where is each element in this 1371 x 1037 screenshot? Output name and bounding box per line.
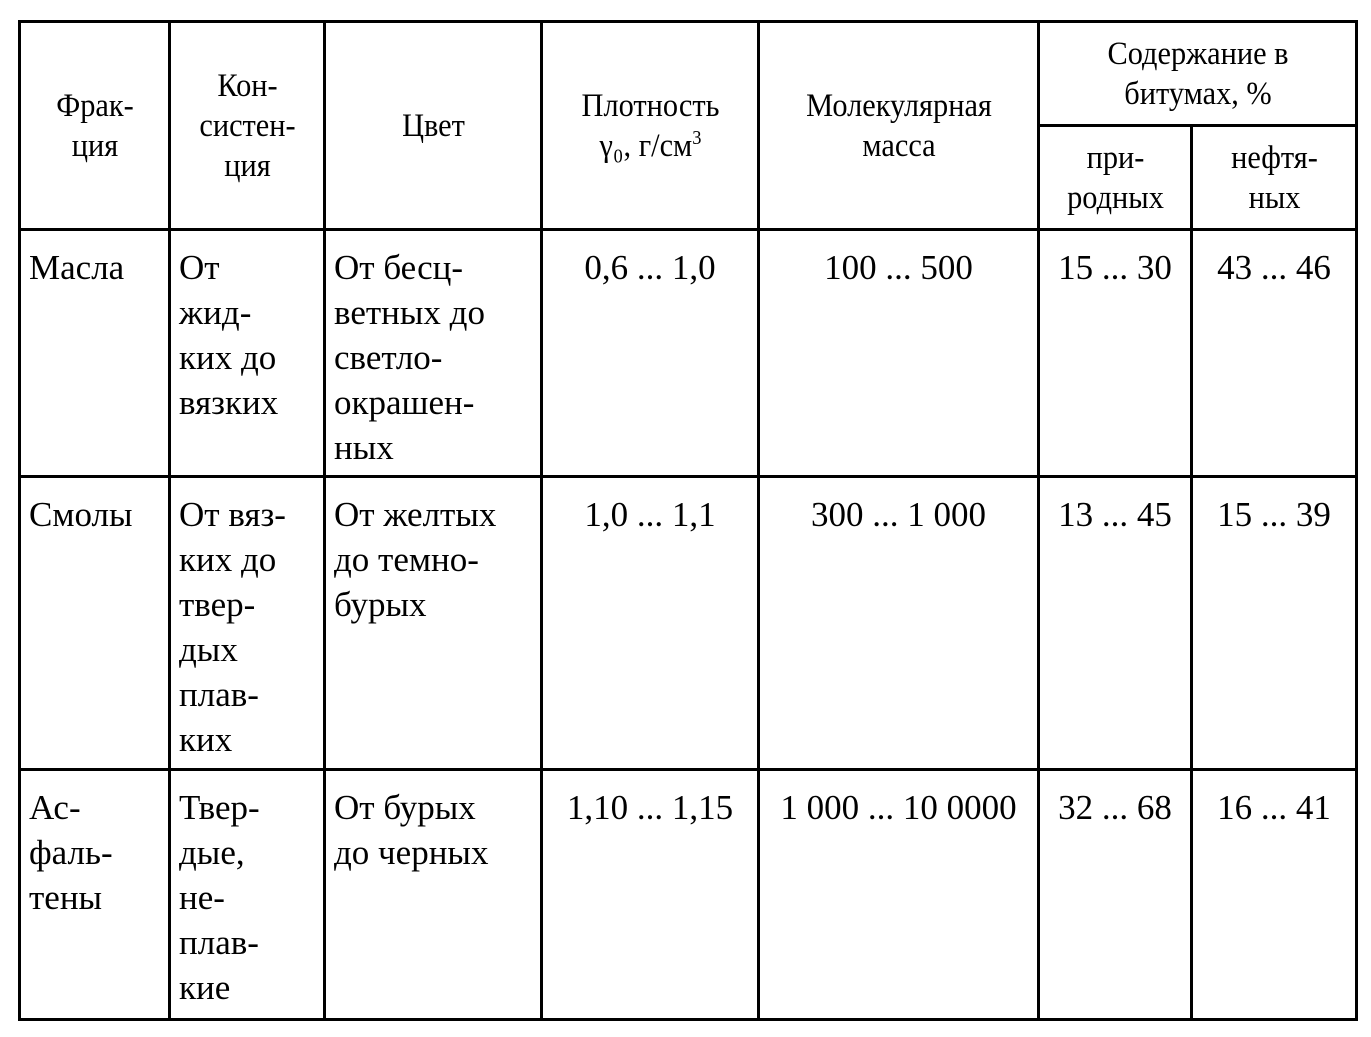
cell-color: От бурых до черных bbox=[325, 770, 542, 1020]
table-row bbox=[20, 770, 1357, 1020]
cell-petroleum: 16 ... 41 bbox=[1192, 770, 1357, 1020]
cell-molar-mass: 100 ... 500 bbox=[759, 230, 1039, 477]
header-fraction: Фрак- ция bbox=[26, 22, 164, 230]
cell-petroleum: 43 ... 46 bbox=[1192, 230, 1357, 477]
header-density-text: Плотность γ₀, г/см bbox=[581, 87, 719, 164]
cell-color: От бесц- ветных до светло- окрашен- ных bbox=[325, 230, 542, 477]
cell-color: От желтых до темно- бурых bbox=[325, 477, 542, 770]
header-content-group: Содержание в битумах, % bbox=[1051, 22, 1344, 126]
header-density-superscript: 3 bbox=[691, 126, 701, 149]
cell-fraction: Смолы bbox=[20, 477, 170, 770]
table-row bbox=[20, 230, 1357, 477]
table-row bbox=[20, 477, 1357, 770]
cell-natural: 13 ... 45 bbox=[1039, 477, 1192, 770]
header-consistency: Кон- систен- ция bbox=[176, 22, 319, 230]
cell-molar-mass: 300 ... 1 000 bbox=[759, 477, 1039, 770]
cell-fraction: Ас- фаль- тены bbox=[20, 770, 170, 1020]
header-molar-mass: Молекулярная масса bbox=[770, 22, 1028, 230]
cell-consistency: От вяз- ких до твер- дых плав- ких bbox=[170, 477, 325, 770]
header-content-natural: при- родных bbox=[1045, 126, 1186, 230]
cell-consistency: Твер- дые, не- плав- кие bbox=[170, 770, 325, 1020]
cell-petroleum: 15 ... 39 bbox=[1192, 477, 1357, 770]
cell-molar-mass: 1 000 ... 10 0000 bbox=[759, 770, 1039, 1020]
cell-consistency: От жид- ких до вязких bbox=[170, 230, 325, 477]
cell-density: 1,0 ... 1,1 bbox=[542, 477, 759, 770]
header-content-petroleum: нефтя- ных bbox=[1198, 126, 1350, 230]
bitumen-fractions-table bbox=[18, 20, 1358, 1021]
cell-fraction: Масла bbox=[20, 230, 170, 477]
cell-natural: 15 ... 30 bbox=[1039, 230, 1192, 477]
cell-natural: 32 ... 68 bbox=[1039, 770, 1192, 1020]
header-density bbox=[550, 22, 750, 230]
cell-density: 1,10 ... 1,15 bbox=[542, 770, 759, 1020]
header-color: Цвет bbox=[333, 22, 533, 230]
cell-density: 0,6 ... 1,0 bbox=[542, 230, 759, 477]
